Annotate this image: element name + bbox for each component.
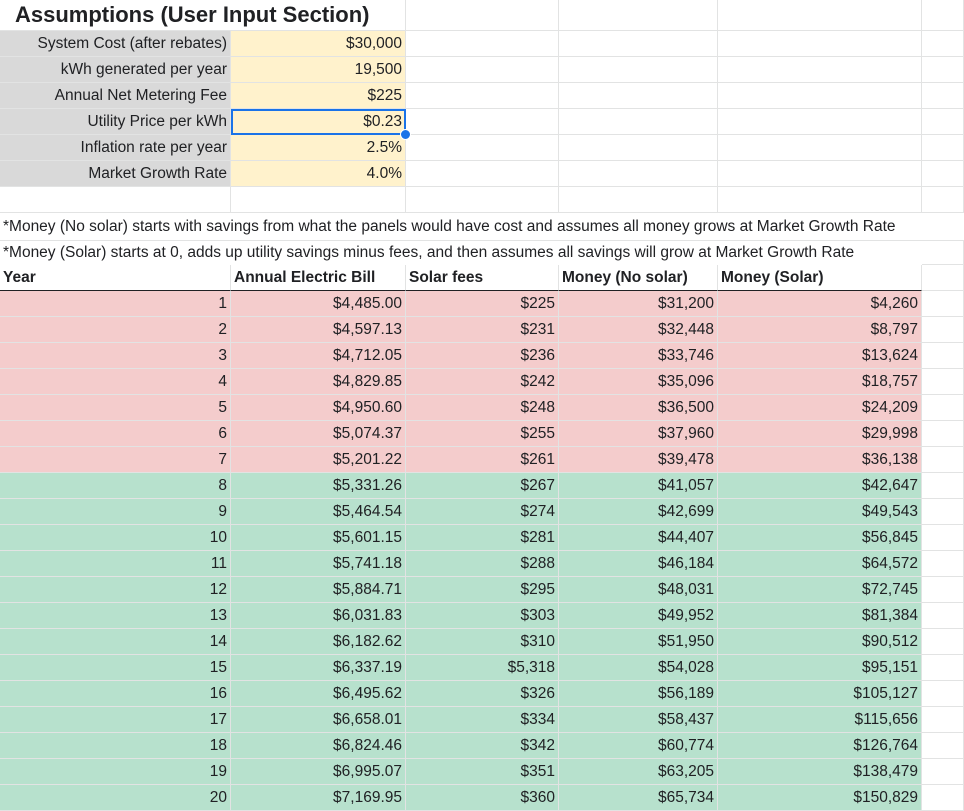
table-row	[0, 447, 964, 473]
money-solar-cell[interactable]: $95,151	[718, 655, 922, 681]
assumption-row	[0, 31, 964, 57]
cell[interactable]	[922, 603, 964, 629]
cell[interactable]	[718, 109, 922, 135]
assumption-value-input[interactable]: 4.0%	[231, 161, 406, 187]
money-no-solar-cell[interactable]: $63,205	[559, 759, 718, 785]
table-row	[0, 603, 964, 629]
annual-electric-bill-cell[interactable]: $4,950.60	[231, 395, 406, 421]
cell[interactable]	[922, 369, 964, 395]
money-solar-cell[interactable]: $29,998	[718, 421, 922, 447]
money-solar-cell[interactable]: $4,260	[718, 291, 922, 317]
assumption-label[interactable]: System Cost (after rebates)	[0, 31, 231, 57]
table-header-row	[0, 265, 964, 291]
money-no-solar-cell[interactable]: $42,699	[559, 499, 718, 525]
cell[interactable]	[922, 707, 964, 733]
cell[interactable]	[406, 83, 559, 109]
table-row	[0, 343, 964, 369]
cell[interactable]	[406, 109, 559, 135]
money-solar-cell[interactable]: $49,543	[718, 499, 922, 525]
solar-fees-cell[interactable]: $281	[406, 525, 559, 551]
solar-fees-cell[interactable]: $236	[406, 343, 559, 369]
assumption-label[interactable]: Utility Price per kWh	[0, 109, 231, 135]
money-no-solar-cell[interactable]: $44,407	[559, 525, 718, 551]
solar-fees-cell[interactable]: $248	[406, 395, 559, 421]
year-cell[interactable]: 1	[0, 291, 231, 317]
solar-fees-cell[interactable]: $342	[406, 733, 559, 759]
money-solar-cell[interactable]: $56,845	[718, 525, 922, 551]
money-solar-cell[interactable]: $105,127	[718, 681, 922, 707]
cell[interactable]	[922, 135, 964, 161]
year-cell[interactable]: 12	[0, 577, 231, 603]
money-no-solar-cell[interactable]: $51,950	[559, 629, 718, 655]
assumption-value-input[interactable]: 2.5%	[231, 135, 406, 161]
money-no-solar-cell[interactable]: $33,746	[559, 343, 718, 369]
year-cell[interactable]: 11	[0, 551, 231, 577]
annual-electric-bill-cell[interactable]: $6,337.19	[231, 655, 406, 681]
cell[interactable]	[922, 343, 964, 369]
cell[interactable]	[922, 57, 964, 83]
cell[interactable]	[922, 83, 964, 109]
year-cell[interactable]: 20	[0, 785, 231, 811]
assumption-value-input[interactable]: 19,500	[231, 57, 406, 83]
header-money-no-solar[interactable]: Money (No solar)	[559, 265, 718, 291]
money-solar-cell[interactable]: $42,647	[718, 473, 922, 499]
year-cell[interactable]: 6	[0, 421, 231, 447]
annual-electric-bill-cell[interactable]: $6,658.01	[231, 707, 406, 733]
money-solar-cell[interactable]: $150,829	[718, 785, 922, 811]
cell[interactable]	[406, 161, 559, 187]
cell[interactable]	[922, 473, 964, 499]
cell[interactable]	[559, 57, 718, 83]
money-no-solar-cell[interactable]: $56,189	[559, 681, 718, 707]
title-row	[0, 0, 964, 31]
cell[interactable]	[718, 57, 922, 83]
cell[interactable]	[559, 83, 718, 109]
table-row	[0, 681, 964, 707]
note-no-solar[interactable]: *Money (No solar) starts with savings from what the panels would have cost and assumes all money grows at Market Growth Rate	[3, 217, 896, 235]
assumption-label[interactable]: kWh generated per year	[0, 57, 231, 83]
money-no-solar-cell[interactable]: $46,184	[559, 551, 718, 577]
assumption-row	[0, 135, 964, 161]
money-no-solar-cell[interactable]: $48,031	[559, 577, 718, 603]
money-no-solar-cell[interactable]: $39,478	[559, 447, 718, 473]
year-cell[interactable]: 2	[0, 317, 231, 343]
annual-electric-bill-cell[interactable]: $5,741.18	[231, 551, 406, 577]
money-no-solar-cell[interactable]: $37,960	[559, 421, 718, 447]
solar-fees-cell[interactable]: $274	[406, 499, 559, 525]
cell[interactable]	[0, 187, 231, 213]
assumption-value-input[interactable]: $0.23	[231, 109, 406, 135]
money-no-solar-cell[interactable]: $54,028	[559, 655, 718, 681]
money-solar-cell[interactable]: $72,745	[718, 577, 922, 603]
table-row	[0, 733, 964, 759]
note-row-2	[0, 240, 964, 265]
solar-fees-cell[interactable]: $255	[406, 421, 559, 447]
solar-fees-cell[interactable]: $288	[406, 551, 559, 577]
annual-electric-bill-cell[interactable]: $6,824.46	[231, 733, 406, 759]
cell[interactable]	[718, 161, 922, 187]
cell[interactable]	[922, 109, 964, 135]
money-solar-cell[interactable]: $90,512	[718, 629, 922, 655]
money-solar-cell[interactable]: $18,757	[718, 369, 922, 395]
table-row	[0, 369, 964, 395]
cell[interactable]	[559, 187, 718, 213]
year-cell[interactable]: 3	[0, 343, 231, 369]
cell[interactable]	[922, 0, 964, 31]
table-row	[0, 655, 964, 681]
cell[interactable]	[718, 187, 922, 213]
cell[interactable]	[922, 681, 964, 707]
table-row	[0, 551, 964, 577]
money-no-solar-cell[interactable]: $60,774	[559, 733, 718, 759]
cell[interactable]	[406, 31, 559, 57]
solar-fees-cell[interactable]: $310	[406, 629, 559, 655]
year-cell[interactable]: 19	[0, 759, 231, 785]
cell[interactable]	[922, 551, 964, 577]
money-solar-cell[interactable]: $13,624	[718, 343, 922, 369]
table-row	[0, 473, 964, 499]
assumption-row	[0, 83, 964, 109]
annual-electric-bill-cell[interactable]: $6,031.83	[231, 603, 406, 629]
solar-fees-cell[interactable]: $242	[406, 369, 559, 395]
money-no-solar-cell[interactable]: $36,500	[559, 395, 718, 421]
cell[interactable]	[718, 0, 922, 31]
solar-fees-cell[interactable]: $334	[406, 707, 559, 733]
solar-fees-cell[interactable]: $267	[406, 473, 559, 499]
annual-electric-bill-cell[interactable]: $5,464.54	[231, 499, 406, 525]
cell[interactable]	[922, 447, 964, 473]
cell[interactable]	[922, 265, 964, 291]
assumptions-title[interactable]: Assumptions (User Input Section)	[0, 0, 406, 31]
cell[interactable]	[406, 57, 559, 83]
year-cell[interactable]: 9	[0, 499, 231, 525]
assumption-row	[0, 57, 964, 83]
money-no-solar-cell[interactable]: $49,952	[559, 603, 718, 629]
assumption-value-input[interactable]: $30,000	[231, 31, 406, 57]
year-cell[interactable]: 4	[0, 369, 231, 395]
money-no-solar-cell[interactable]: $58,437	[559, 707, 718, 733]
cell[interactable]	[559, 161, 718, 187]
cell[interactable]	[922, 655, 964, 681]
solar-fees-cell[interactable]: $303	[406, 603, 559, 629]
table-row	[0, 525, 964, 551]
assumption-label[interactable]: Annual Net Metering Fee	[0, 83, 231, 109]
cell[interactable]	[559, 31, 718, 57]
header-year[interactable]: Year	[0, 265, 231, 291]
cell[interactable]	[922, 759, 964, 785]
annual-electric-bill-cell[interactable]: $4,485.00	[231, 291, 406, 317]
cell[interactable]	[922, 733, 964, 759]
assumption-label[interactable]: Market Growth Rate	[0, 161, 231, 187]
money-solar-cell[interactable]: $24,209	[718, 395, 922, 421]
solar-fees-cell[interactable]: $326	[406, 681, 559, 707]
cell[interactable]	[922, 317, 964, 343]
year-cell[interactable]: 18	[0, 733, 231, 759]
money-solar-cell[interactable]: $115,656	[718, 707, 922, 733]
table-row	[0, 317, 964, 343]
annual-electric-bill-cell[interactable]: $4,712.05	[231, 343, 406, 369]
year-cell[interactable]: 14	[0, 629, 231, 655]
cell[interactable]	[718, 135, 922, 161]
table-row	[0, 629, 964, 655]
cell[interactable]	[559, 0, 718, 31]
cell[interactable]	[922, 421, 964, 447]
solar-fees-cell[interactable]: $261	[406, 447, 559, 473]
money-no-solar-cell[interactable]: $41,057	[559, 473, 718, 499]
cell[interactable]	[718, 31, 922, 57]
cell[interactable]	[922, 395, 964, 421]
year-cell[interactable]: 7	[0, 447, 231, 473]
header-money-solar[interactable]: Money (Solar)	[718, 265, 922, 291]
empty-row	[0, 187, 964, 213]
annual-electric-bill-cell[interactable]: $6,182.62	[231, 629, 406, 655]
table-row	[0, 291, 964, 317]
annual-electric-bill-cell[interactable]: $5,331.26	[231, 473, 406, 499]
year-cell[interactable]: 13	[0, 603, 231, 629]
year-cell[interactable]: 5	[0, 395, 231, 421]
year-cell[interactable]: 17	[0, 707, 231, 733]
table-row	[0, 707, 964, 733]
cell[interactable]	[922, 240, 964, 265]
cell[interactable]	[922, 785, 964, 811]
table-row	[0, 577, 964, 603]
annual-electric-bill-cell[interactable]: $4,597.13	[231, 317, 406, 343]
assumption-row	[0, 161, 964, 187]
cell[interactable]	[559, 135, 718, 161]
money-no-solar-cell[interactable]: $35,096	[559, 369, 718, 395]
assumption-label[interactable]: Inflation rate per year	[0, 135, 231, 161]
money-solar-cell[interactable]: $36,138	[718, 447, 922, 473]
money-no-solar-cell[interactable]: $31,200	[559, 291, 718, 317]
cell[interactable]	[406, 0, 559, 31]
solar-fees-cell[interactable]: $351	[406, 759, 559, 785]
annual-electric-bill-cell[interactable]: $5,074.37	[231, 421, 406, 447]
money-solar-cell[interactable]: $126,764	[718, 733, 922, 759]
annual-electric-bill-cell[interactable]: $4,829.85	[231, 369, 406, 395]
solar-fees-cell[interactable]: $360	[406, 785, 559, 811]
money-no-solar-cell[interactable]: $65,734	[559, 785, 718, 811]
cell[interactable]	[922, 629, 964, 655]
cell[interactable]	[922, 31, 964, 57]
table-row	[0, 421, 964, 447]
year-cell[interactable]: 10	[0, 525, 231, 551]
cell[interactable]	[922, 577, 964, 603]
cell[interactable]	[406, 135, 559, 161]
cell[interactable]	[922, 187, 964, 213]
solar-fees-cell[interactable]: $5,318	[406, 655, 559, 681]
year-cell[interactable]: 8	[0, 473, 231, 499]
money-solar-cell[interactable]: $81,384	[718, 603, 922, 629]
annual-electric-bill-cell[interactable]: $7,169.95	[231, 785, 406, 811]
table-row	[0, 785, 964, 811]
cell[interactable]	[718, 83, 922, 109]
cell[interactable]	[922, 499, 964, 525]
table-row	[0, 395, 964, 421]
money-solar-cell[interactable]: $138,479	[718, 759, 922, 785]
annual-electric-bill-cell[interactable]: $5,201.22	[231, 447, 406, 473]
assumption-value-input[interactable]: $225	[231, 83, 406, 109]
cell[interactable]	[922, 291, 964, 317]
money-solar-cell[interactable]: $64,572	[718, 551, 922, 577]
selection-fill-handle[interactable]	[400, 129, 411, 140]
year-cell[interactable]: 16	[0, 681, 231, 707]
cell[interactable]	[922, 525, 964, 551]
cell[interactable]	[406, 187, 559, 213]
cell[interactable]	[922, 161, 964, 187]
annual-electric-bill-cell[interactable]: $6,995.07	[231, 759, 406, 785]
annual-electric-bill-cell[interactable]: $5,884.71	[231, 577, 406, 603]
header-annual-electric-bill[interactable]: Annual Electric Bill	[231, 265, 406, 291]
annual-electric-bill-cell[interactable]: $5,601.15	[231, 525, 406, 551]
solar-fees-cell[interactable]: $231	[406, 317, 559, 343]
solar-fees-cell[interactable]: $225	[406, 291, 559, 317]
money-no-solar-cell[interactable]: $32,448	[559, 317, 718, 343]
year-cell[interactable]: 15	[0, 655, 231, 681]
table-row	[0, 759, 964, 785]
money-solar-cell[interactable]: $8,797	[718, 317, 922, 343]
solar-fees-cell[interactable]: $295	[406, 577, 559, 603]
cell[interactable]	[559, 109, 718, 135]
header-solar-fees[interactable]: Solar fees	[406, 265, 559, 291]
table-row	[0, 499, 964, 525]
annual-electric-bill-cell[interactable]: $6,495.62	[231, 681, 406, 707]
note-row-1	[0, 213, 964, 241]
cell[interactable]	[231, 187, 406, 213]
assumption-row	[0, 109, 964, 135]
note-solar[interactable]: *Money (Solar) starts at 0, adds up utility savings minus fees, and then assumes all savings will grow at Market Growth Rate	[3, 243, 855, 261]
